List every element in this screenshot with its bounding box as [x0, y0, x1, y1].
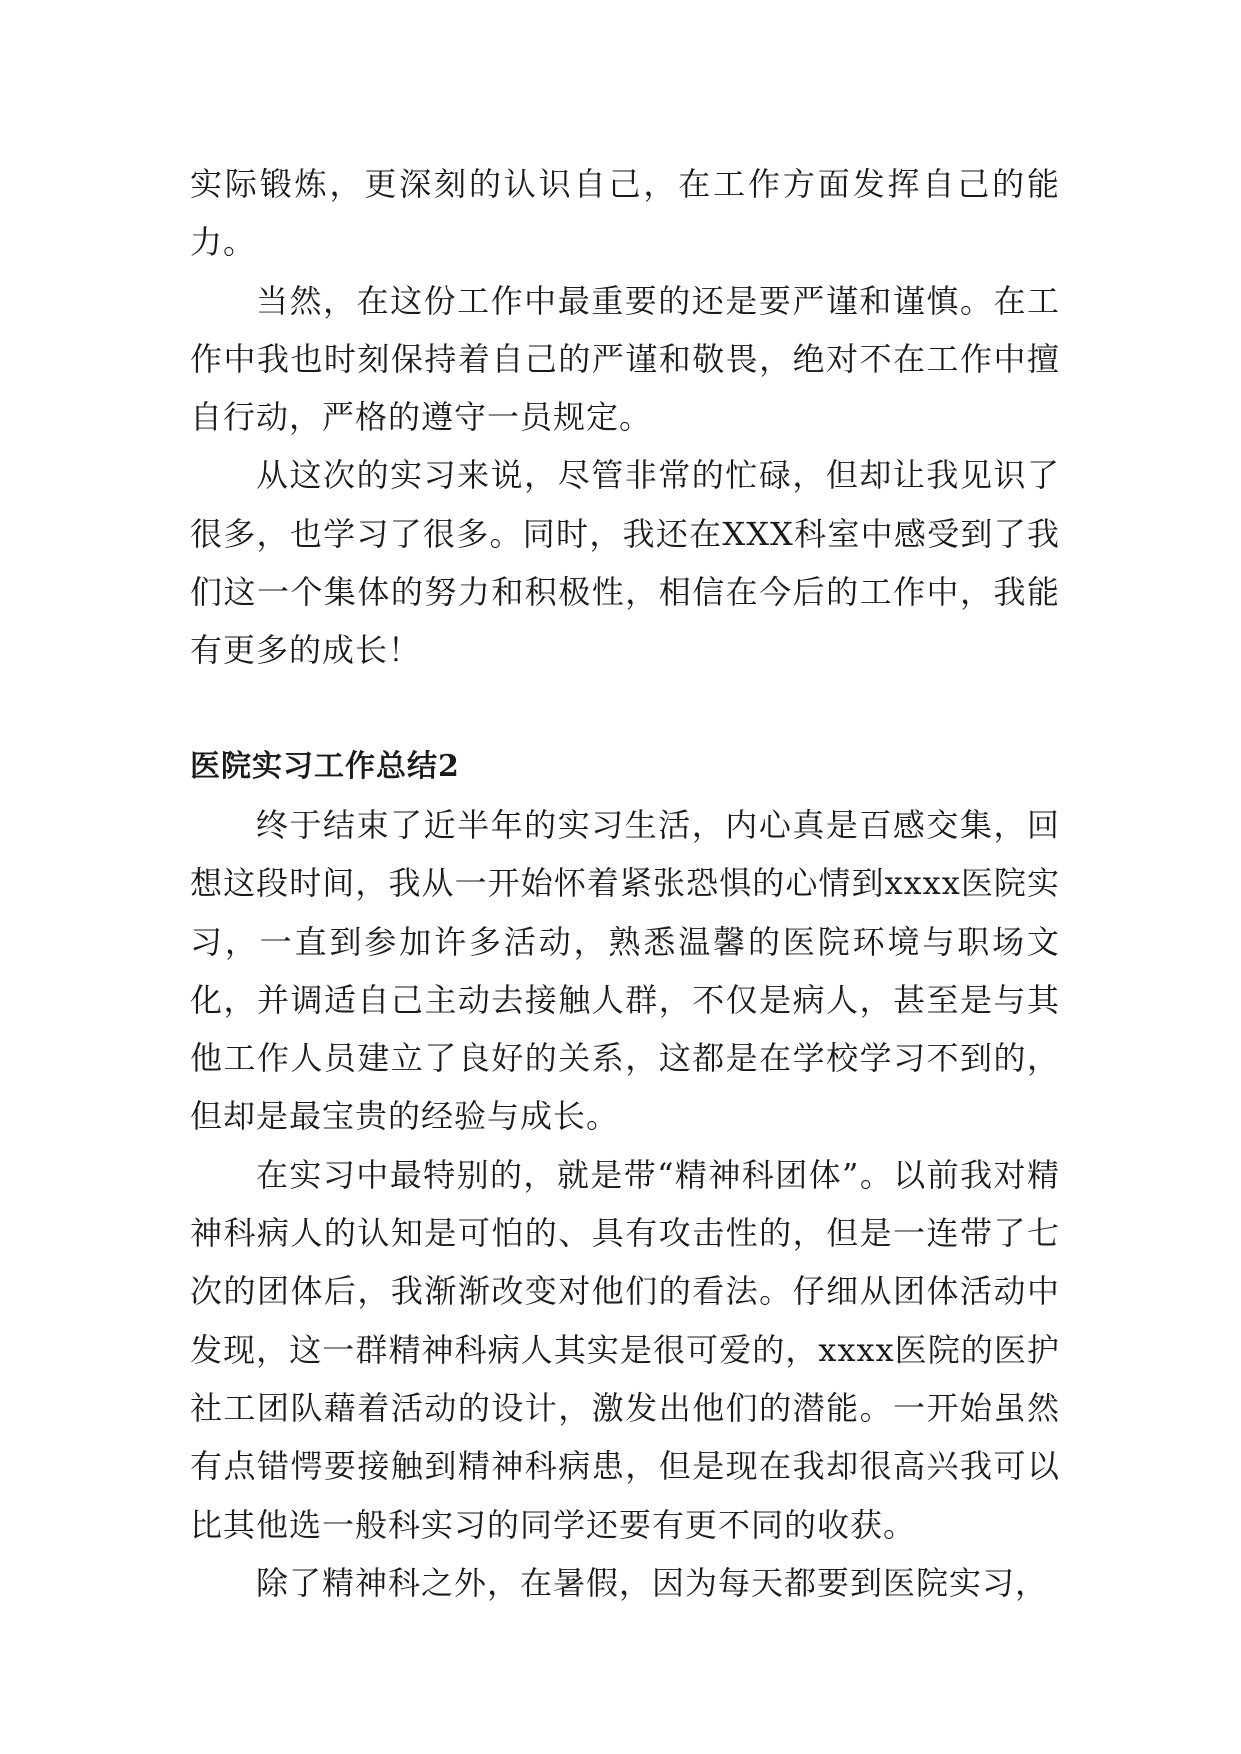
document-body	[190, 155, 1060, 1612]
paragraph: 从这次的实习来说，尽管非常的忙碌，但却让我见识了很多，也学习了很多。同时，我还在XXX科室中感受到了我们这一个集体的努力和积极性，相信在今后的工作中，我能有更多的成长！	[190, 456, 1060, 670]
paragraph: 实际锻炼，更深刻的认识自己，在工作方面发挥自己的能力。	[190, 165, 1060, 262]
section-title: 医院实习工作总结2	[190, 748, 460, 784]
paragraph: 除了精神科之外，在暑假，因为每天都要到医院实习，	[256, 1563, 1049, 1602]
paragraph: 在实习中最特别的，就是带“精神科团体”。以前我对精神科病人的认知是可怕的、具有攻击性的，但是一连带了七次的团体后，我渐渐改变对他们的看法。仔细从团体活动中发现，这一群精神科病人其实是很可爱的，xxxx医院的医护社工团队藉着活动的设计，激发出他们的潜能。一开始虽然有点错愕要接触到精神科病患，但是现在我却很高兴我可以比其他选一般科实习的同学还要有更不同的收获。	[190, 1155, 1060, 1544]
paragraph: 当然，在这份工作中最重要的还是要严谨和谨慎。在工作中我也时刻保持着自己的严谨和敬畏，绝对不在工作中擅自行动，严格的遵守一员规定。	[190, 281, 1060, 437]
paragraph: 终于结束了近半年的实习生活，内心真是百感交集，回想这段时间，我从一开始怀着紧张恐惧的心情到xxxx医院实习，一直到参加许多活动，熟悉温馨的医院环境与职场文化，并调适自己主动去接触人群，不仅是病人，甚至是与其他工作人员建立了良好的关系，这都是在学校学习不到的，但却是最宝贵的经验与成长。	[190, 805, 1060, 1136]
